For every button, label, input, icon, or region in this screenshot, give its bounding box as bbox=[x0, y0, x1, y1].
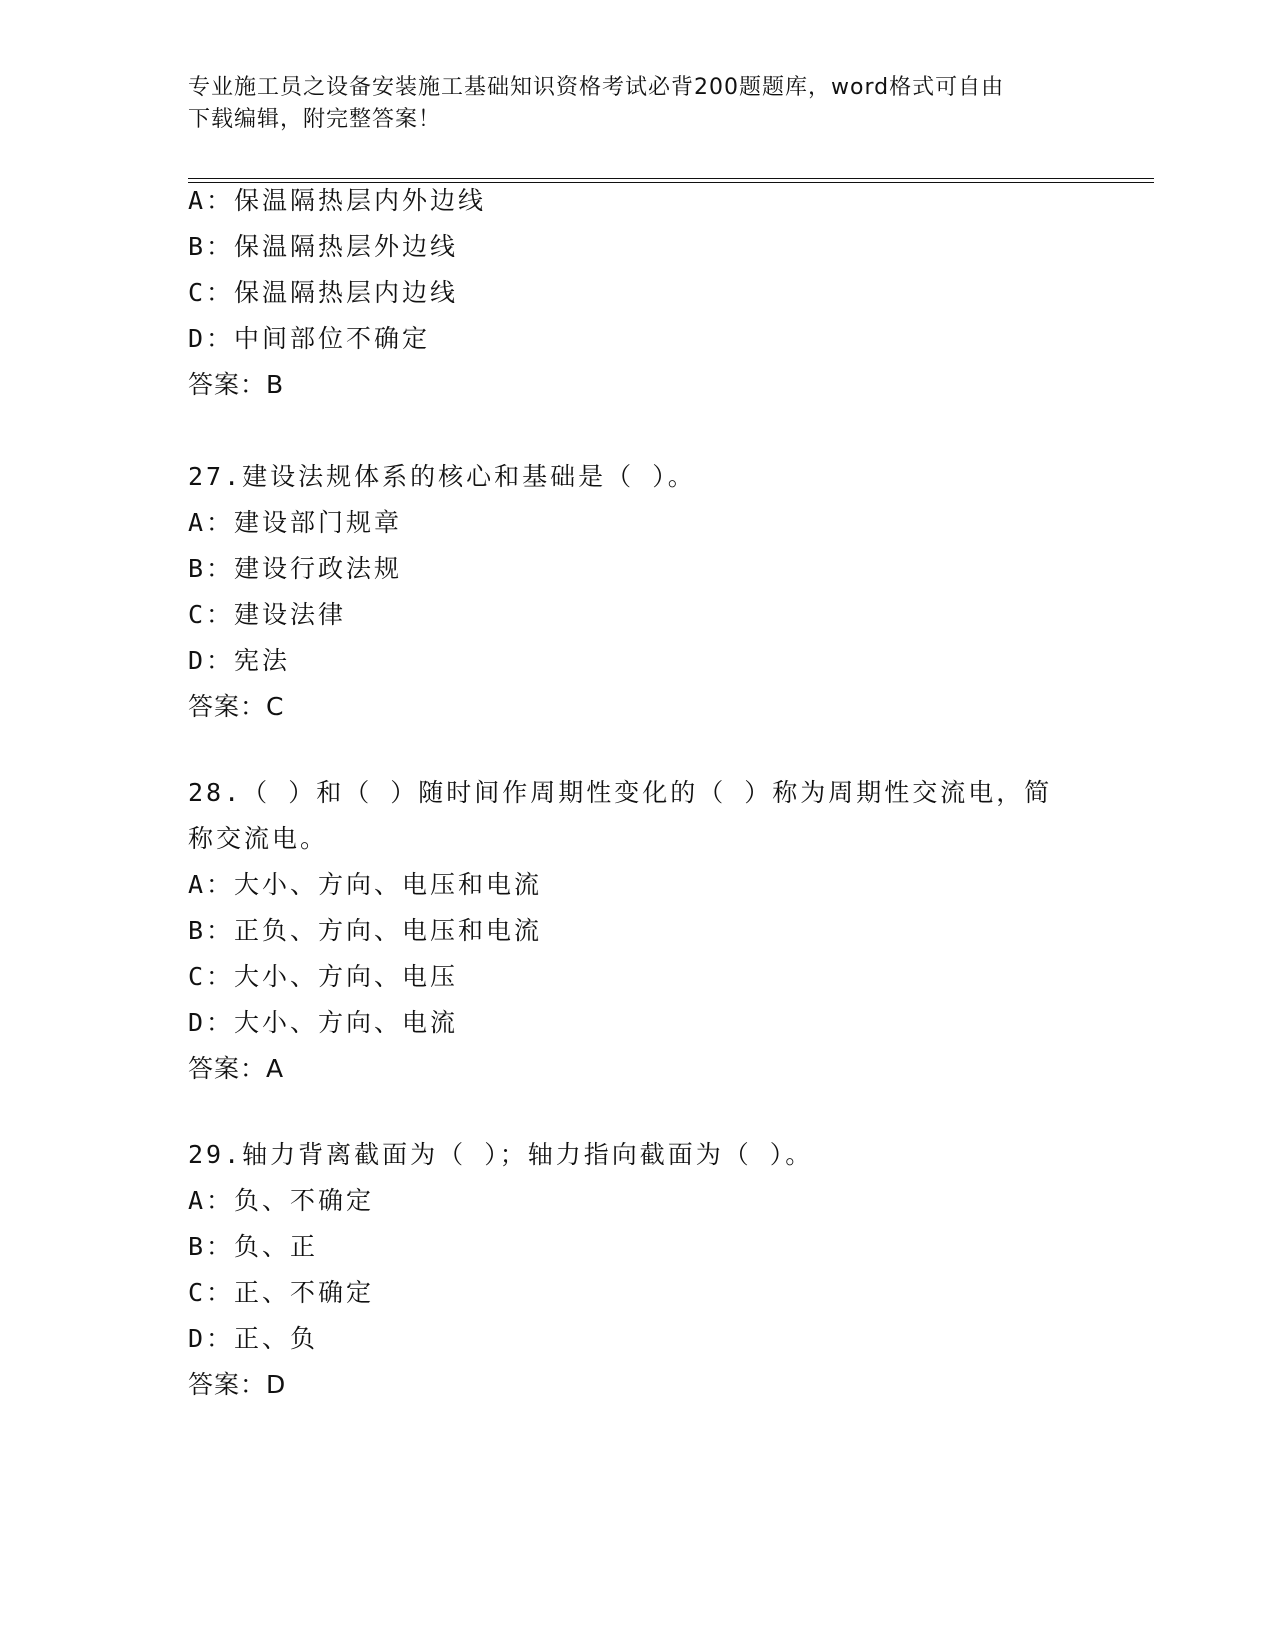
option-b: B：正负、方向、电压和电流 bbox=[188, 916, 543, 945]
option-a: A：建设部门规章 bbox=[188, 508, 403, 537]
question-28-block bbox=[188, 770, 1088, 1092]
option-b: B：负、正 bbox=[188, 1232, 319, 1261]
document-header bbox=[188, 72, 1068, 136]
option-c: C：大小、方向、电压 bbox=[188, 962, 459, 991]
option-c: C：建设法律 bbox=[188, 600, 347, 629]
question-text: 29.轴力背离截面为（ ）；轴力指向截面为（ ）。 bbox=[188, 1140, 814, 1169]
question-27-block bbox=[188, 454, 1088, 730]
question-29-block bbox=[188, 1132, 1088, 1408]
option-d: D：大小、方向、电流 bbox=[188, 1008, 459, 1037]
answer: 答案：D bbox=[188, 1370, 287, 1399]
header-line-1: 专业施工员之设备安装施工基础知识资格考试必背200题题库，word格式可自由 bbox=[188, 75, 1005, 100]
option-c: C：正、不确定 bbox=[188, 1278, 375, 1307]
question-text-line-1: 28.（ ）和（ ）随时间作周期性变化的（ ）称为周期性交流电，简 bbox=[188, 778, 1053, 807]
question-text-line-2: 称交流电。 bbox=[188, 824, 329, 853]
answer: 答案：B bbox=[188, 370, 285, 399]
answer: 答案：A bbox=[188, 1054, 285, 1083]
answer: 答案：C bbox=[188, 692, 285, 721]
option-d: D：宪法 bbox=[188, 646, 291, 675]
question-26-block bbox=[188, 178, 1088, 408]
header-line-2: 下载编辑，附完整答案！ bbox=[188, 107, 442, 132]
option-a: A：大小、方向、电压和电流 bbox=[188, 870, 543, 899]
option-d: D：中间部位不确定 bbox=[188, 324, 431, 353]
option-c: C：保温隔热层内边线 bbox=[188, 278, 459, 307]
option-b: B：保温隔热层外边线 bbox=[188, 232, 459, 261]
option-a: A：负、不确定 bbox=[188, 1186, 375, 1215]
option-a: A：保温隔热层内外边线 bbox=[188, 186, 487, 215]
question-text: 27.建设法规体系的核心和基础是（ ）。 bbox=[188, 462, 696, 491]
option-d: D：正、负 bbox=[188, 1324, 319, 1353]
option-b: B：建设行政法规 bbox=[188, 554, 403, 583]
